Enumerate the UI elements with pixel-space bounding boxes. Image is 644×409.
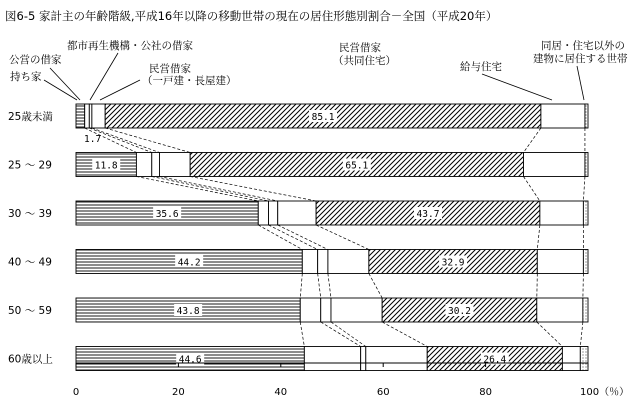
bar-segment xyxy=(85,104,90,128)
annotation-minei-kyodo-1: 民営借家 xyxy=(339,42,381,54)
annotation-kouei: 公営の借家 xyxy=(9,54,62,66)
connector-line xyxy=(583,274,584,299)
x-tick-label: 100（％） xyxy=(580,387,630,398)
category-label: 30 ～ 39 xyxy=(8,208,52,220)
bar-segment xyxy=(541,104,585,128)
bars xyxy=(76,104,588,371)
annotation-doukyo-2: 建物に居住する世帯 xyxy=(533,53,628,65)
annotation-kyuyo: 給与住宅 xyxy=(460,61,502,73)
annotation-doukyo-1: 同居・住宅以外の xyxy=(541,40,625,52)
connector-line xyxy=(321,322,361,347)
bar-segment xyxy=(159,153,190,177)
connector-line xyxy=(583,177,585,202)
connector-line xyxy=(300,274,302,299)
connector-line xyxy=(92,128,160,153)
category-label: 50 ～ 59 xyxy=(8,305,52,317)
bar-segment xyxy=(76,104,85,128)
bar-segment xyxy=(300,298,320,322)
bar-segment xyxy=(328,250,369,274)
bar-segment xyxy=(585,153,588,177)
connector-line xyxy=(318,274,321,299)
connector-line xyxy=(269,225,318,250)
value-label: 85.1 xyxy=(311,112,335,123)
category-labels xyxy=(8,110,53,366)
connector-line xyxy=(537,274,538,299)
value-label: 65.1 xyxy=(345,160,369,172)
connector-line xyxy=(382,322,427,347)
chart-title: 図6-5 家計主の年齢階級,平成16年以降の移動世帯の現在の居住形態別割合－全国（平成20年） xyxy=(5,9,498,23)
bar-segment xyxy=(304,347,360,371)
connector-line xyxy=(105,128,190,153)
connector-line xyxy=(136,177,258,202)
connector-line xyxy=(523,177,539,202)
annotation-toshi: 都市再生機構・公社の借家 xyxy=(67,40,193,52)
bar-segment xyxy=(136,153,151,177)
value-label: 43.8 xyxy=(176,306,200,317)
bar-segment xyxy=(152,153,160,177)
value-labels xyxy=(84,110,509,366)
connector-line xyxy=(331,322,366,347)
connector-line xyxy=(537,322,563,347)
bar-segment xyxy=(318,250,328,274)
bar-segment xyxy=(92,104,105,128)
connector-line xyxy=(159,177,277,202)
annotations xyxy=(9,39,628,100)
value-label: 11.8 xyxy=(94,160,118,172)
value-label: 32.9 xyxy=(441,257,465,269)
bar-segment xyxy=(523,153,584,177)
bar-segment xyxy=(580,347,588,371)
value-label: 30.2 xyxy=(448,306,471,317)
connector-line xyxy=(537,225,540,250)
bar-segment xyxy=(583,250,588,274)
leader-kouei xyxy=(50,68,80,100)
bar-segment xyxy=(361,347,366,371)
leader-doukyo xyxy=(577,66,584,100)
value-label: 26.4 xyxy=(483,354,507,366)
connector-line xyxy=(328,274,331,299)
bar-segment xyxy=(331,298,382,322)
x-tick-label: 80 xyxy=(479,387,492,398)
bar-segment xyxy=(540,201,584,225)
value-label: 44.2 xyxy=(177,257,201,269)
x-tick-label: 20 xyxy=(172,387,185,398)
connector-line xyxy=(316,225,369,250)
bar-segment xyxy=(562,347,580,371)
x-tick-label: 40 xyxy=(274,387,288,398)
category-label: 25歳未満 xyxy=(8,111,53,123)
leader-mochiie xyxy=(44,80,77,100)
leader-kyuyo xyxy=(482,74,552,100)
value-label: 43.7 xyxy=(416,209,440,220)
bar-segment xyxy=(258,201,268,225)
connector-line xyxy=(580,322,583,347)
bar-segment xyxy=(585,104,588,128)
connector-line xyxy=(523,128,540,153)
x-tick-label: 60 xyxy=(376,387,390,398)
bar-segment xyxy=(583,201,588,225)
category-label: 40 ～ 49 xyxy=(8,256,52,269)
connector-line xyxy=(190,177,316,202)
connector-line xyxy=(300,322,304,347)
bar-segment xyxy=(321,298,331,322)
annotation-minei-kodate-1: 民営借家 xyxy=(149,63,191,75)
bar-segment xyxy=(269,201,278,225)
bar-segment xyxy=(537,298,583,322)
bar-segment xyxy=(302,250,317,274)
connector-line xyxy=(258,225,302,250)
connector-line xyxy=(369,274,382,299)
value-label: 35.6 xyxy=(155,209,179,220)
bar-segment xyxy=(278,201,316,225)
plot-area xyxy=(8,104,588,371)
x-tick-label: 0 xyxy=(72,387,80,398)
annotation-minei-kyodo-2: （共同住宅） xyxy=(333,55,396,67)
leader-minei-kodate xyxy=(100,80,140,100)
bar-segment xyxy=(366,347,427,371)
value-label: 44.6 xyxy=(178,354,202,366)
category-label: 60歳以上 xyxy=(8,353,53,366)
annotation-mochiie: 持ち家 xyxy=(10,71,42,83)
bar-segment xyxy=(537,250,583,274)
bar-segment xyxy=(583,298,588,322)
value-label: 1.7 xyxy=(84,134,102,145)
connector-line xyxy=(278,225,328,250)
annotation-minei-kodate-2: （一戸建・長屋建） xyxy=(142,75,237,87)
category-label: 25 ～ 29 xyxy=(8,159,52,172)
